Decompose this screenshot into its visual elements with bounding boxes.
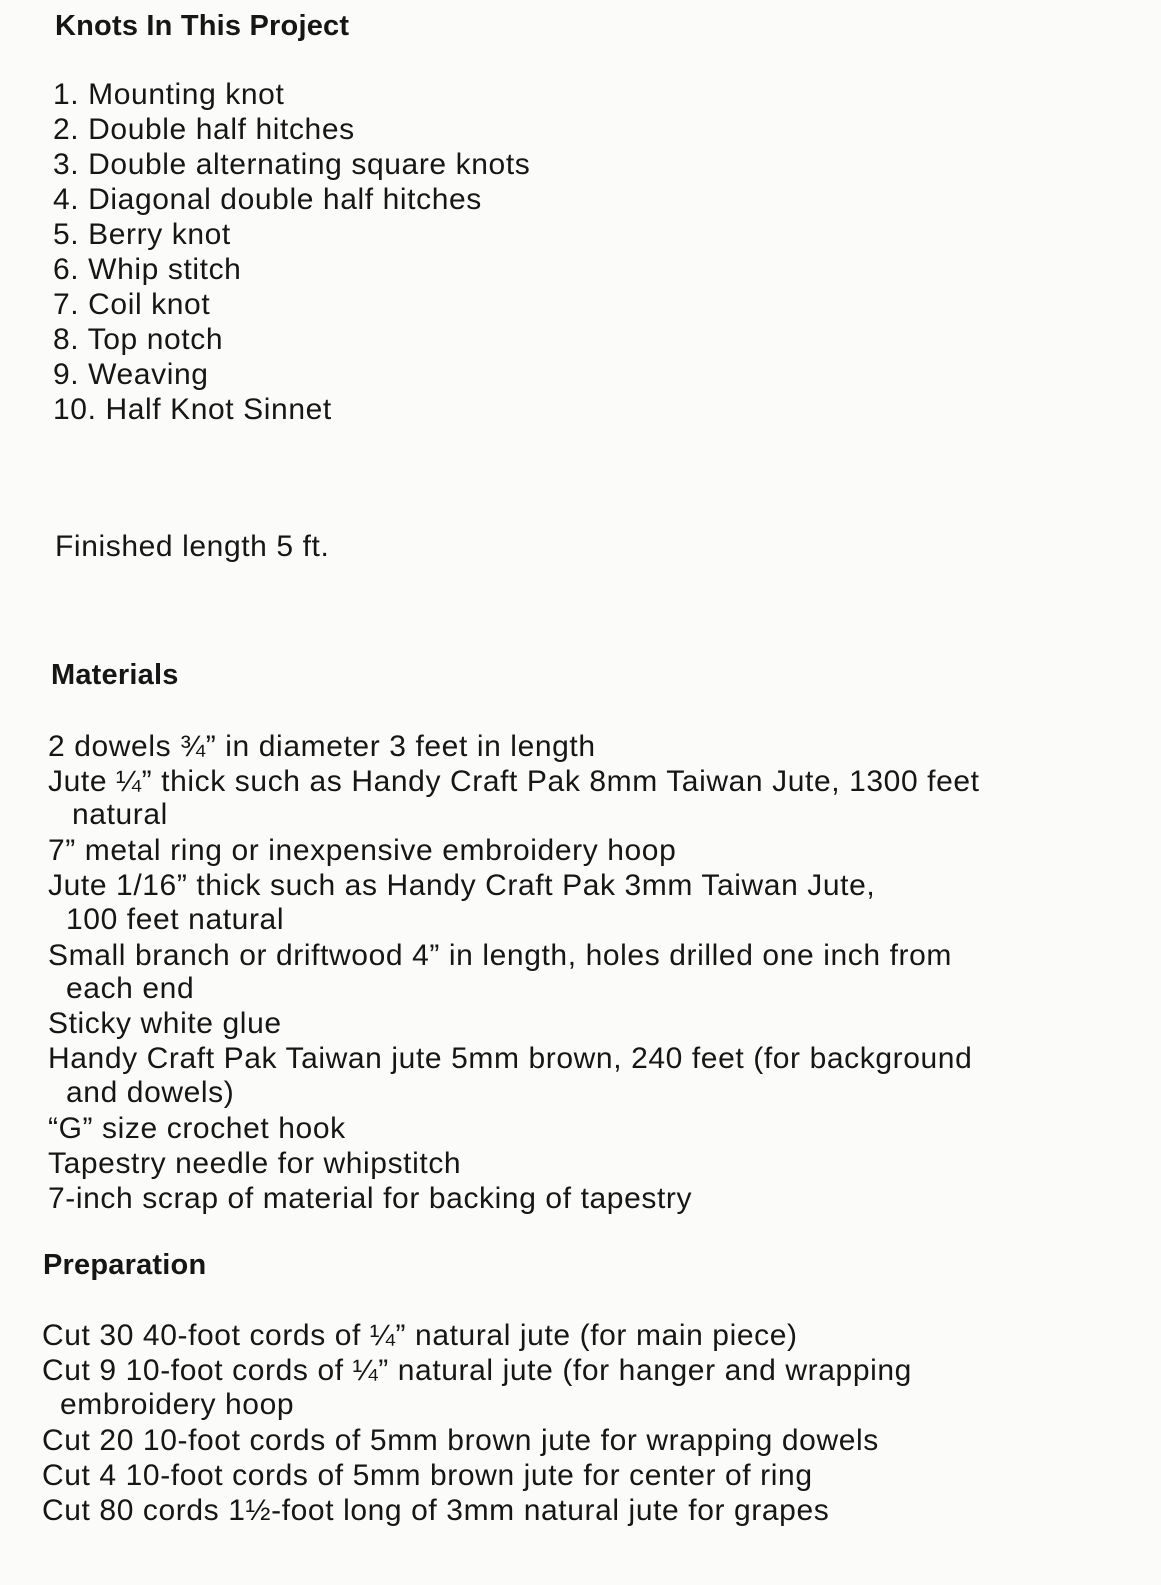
material-line: 7-inch scrap of material for backing of tapestry bbox=[48, 1182, 693, 1215]
material-line: Jute ¼” thick such as Handy Craft Pak 8mm Taiwan Jute, 1300 feet bbox=[48, 765, 980, 798]
material-line: 7” metal ring or inexpensive embroidery hoop bbox=[48, 834, 677, 867]
preparation-line: Cut 20 10-foot cords of 5mm brown jute for wrapping dowels bbox=[42, 1424, 879, 1457]
materials-heading: Materials bbox=[51, 659, 179, 691]
knot-item: 7. Coil knot bbox=[53, 288, 211, 321]
material-line-continued: 100 feet natural bbox=[66, 903, 285, 936]
knots-heading: Knots In This Project bbox=[55, 10, 350, 42]
material-line: Jute 1/16” thick such as Handy Craft Pak 3mm Taiwan Jute, bbox=[48, 869, 876, 902]
knot-item: 1. Mounting knot bbox=[53, 78, 285, 111]
material-line: Small branch or driftwood 4” in length, holes drilled one inch from bbox=[48, 939, 952, 972]
material-line: 2 dowels ¾” in diameter 3 feet in length bbox=[48, 730, 596, 763]
preparation-line: Cut 9 10-foot cords of ¼” natural jute (for hanger and wrapping bbox=[42, 1354, 912, 1387]
knot-item: 8. Top notch bbox=[53, 323, 224, 356]
preparation-line: Cut 4 10-foot cords of 5mm brown jute for center of ring bbox=[42, 1459, 813, 1492]
knot-item: 4. Diagonal double half hitches bbox=[53, 183, 482, 216]
material-line: Sticky white glue bbox=[48, 1007, 282, 1040]
material-line: Handy Craft Pak Taiwan jute 5mm brown, 240 feet (for background bbox=[48, 1042, 973, 1075]
knot-item: 10. Half Knot Sinnet bbox=[53, 393, 332, 426]
material-line-continued: natural bbox=[72, 798, 168, 831]
material-line-continued: each end bbox=[66, 972, 195, 1005]
preparation-line-continued: embroidery hoop bbox=[60, 1388, 295, 1421]
knot-item: 3. Double alternating square knots bbox=[53, 148, 531, 181]
material-line-continued: and dowels) bbox=[66, 1076, 235, 1109]
material-line: Tapestry needle for whipstitch bbox=[48, 1147, 462, 1180]
preparation-line: Cut 30 40-foot cords of ¼” natural jute (for main piece) bbox=[42, 1319, 798, 1352]
preparation-line: Cut 80 cords 1½-foot long of 3mm natural jute for grapes bbox=[42, 1494, 830, 1527]
finished-length: Finished length 5 ft. bbox=[55, 530, 330, 563]
preparation-heading: Preparation bbox=[43, 1249, 207, 1281]
knot-item: 2. Double half hitches bbox=[53, 113, 355, 146]
knot-item: 5. Berry knot bbox=[53, 218, 231, 251]
material-line: “G” size crochet hook bbox=[48, 1112, 346, 1145]
knot-item: 9. Weaving bbox=[53, 358, 209, 391]
knot-item: 6. Whip stitch bbox=[53, 253, 242, 286]
